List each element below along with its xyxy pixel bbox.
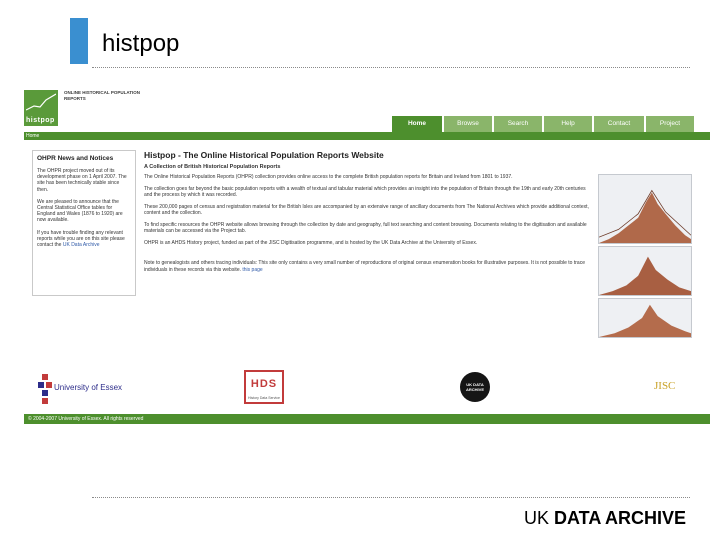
slide-title: histpop bbox=[102, 30, 180, 57]
population-chart-icon bbox=[599, 299, 691, 337]
page-heading: Histpop - The Online Historical Population Reports Website bbox=[144, 150, 384, 160]
tab-contact[interactable]: Contact bbox=[594, 116, 644, 132]
nav-strip bbox=[24, 132, 710, 140]
site-nav bbox=[392, 116, 696, 132]
news-sidebar bbox=[32, 150, 136, 296]
intro-paragraph: The Online Historical Population Reports (OHPR) collection provides online access to the complete British population reports for Britain and Ireland from 1801 to 1937. bbox=[144, 174, 513, 180]
report-thumbnail[interactable] bbox=[598, 246, 692, 296]
breadcrumb[interactable]: Home bbox=[26, 133, 40, 139]
essex-crest-icon bbox=[38, 374, 52, 404]
histpop-logo[interactable] bbox=[24, 90, 58, 126]
report-thumbnail[interactable] bbox=[598, 298, 692, 338]
population-chart-icon bbox=[599, 247, 691, 295]
website-screenshot bbox=[24, 86, 710, 426]
tab-project[interactable]: Project bbox=[646, 116, 694, 132]
tab-browse[interactable]: Browse bbox=[444, 116, 492, 132]
accent-bar bbox=[70, 18, 88, 64]
browse-paragraph: To find specific resources the OHPR website allows browsing through the collection by date and geography, full text searching and content browsing. Documents relating to the digitisation and available materials can be accessed via the Project tab. bbox=[144, 221, 587, 234]
report-thumbnail[interactable] bbox=[598, 174, 692, 244]
top-divider bbox=[92, 67, 690, 68]
collection-paragraph: The collection goes far beyond the basic population reports with a wealth of textual and tabular material which provides an insight into the population of Britain through the 19th and early 20th centuries and the process by which it was recorded. bbox=[144, 185, 586, 198]
this-page-link[interactable]: this page bbox=[242, 266, 263, 273]
uda-logo-text: UK DATA ARCHIVE bbox=[465, 382, 484, 392]
essex-logo-text[interactable]: University of Essex bbox=[54, 383, 123, 392]
site-footer bbox=[24, 414, 710, 424]
population-chart-icon bbox=[599, 175, 691, 243]
brand-bold: DATA ARCHIVE bbox=[554, 508, 686, 528]
partner-logos bbox=[24, 366, 710, 412]
logo-graph-icon bbox=[26, 92, 56, 112]
tab-home[interactable]: Home bbox=[392, 116, 442, 132]
sidebar-heading: OHPR News and Notices bbox=[37, 155, 114, 162]
project-paragraph: OHPR is an AHDS History project, funded as part of the JISC Digitisation programme, and is hosted by the UK Data Archive at the University of Essex. bbox=[144, 239, 478, 246]
logo-text: ONLINE HISTORICAL POPULATION REPORTS bbox=[64, 90, 141, 101]
pages-paragraph: These 200,000 pages of census and registration material for the British Isles are accompanied by an extensive range of ancillary documents from The National Archives which provide additional context, content and the collection. bbox=[144, 203, 589, 216]
uk-data-archive-logo[interactable] bbox=[460, 372, 490, 402]
brand-prefix: UK bbox=[523, 508, 549, 528]
genealogist-note-text: Note to genealogists and others tracing individuals: This site only contains a very small number of reproductions of original census enumeration books for illustrative purposes. It is not possible to trace individuals in these records via this website. bbox=[144, 260, 585, 273]
logo-word: histpop bbox=[26, 117, 55, 124]
hds-subtitle: History Data Service bbox=[248, 396, 280, 400]
news-item-text: If you have trouble finding any relevant reports while you are on this site please contact the bbox=[37, 229, 125, 249]
uk-data-archive-brand bbox=[524, 508, 686, 529]
bottom-divider bbox=[92, 497, 690, 498]
copyright-text: © 2004-2007 University of Essex. All rights reserved bbox=[28, 416, 144, 422]
news-item: The OHPR project moved out of its development phase on 1 April 2007. The site has been technically stable since then. bbox=[37, 168, 127, 193]
jisc-logo[interactable]: JISC bbox=[654, 380, 676, 392]
uk-data-archive-link[interactable]: UK Data Archive bbox=[62, 242, 100, 249]
main-content bbox=[144, 150, 594, 278]
hds-letters: HDS bbox=[250, 378, 278, 390]
tab-search[interactable]: Search bbox=[494, 116, 542, 132]
hds-logo[interactable] bbox=[244, 370, 284, 404]
page-subheading: A Collection of British Historical Population Reports bbox=[144, 164, 281, 170]
tab-help[interactable]: Help bbox=[544, 116, 592, 132]
genealogist-note bbox=[144, 260, 594, 273]
news-item bbox=[37, 230, 131, 249]
news-item: We are pleased to announce that the Central Statistical Office tables for England and Wales (1876 to 1920) are now available. bbox=[37, 198, 123, 224]
